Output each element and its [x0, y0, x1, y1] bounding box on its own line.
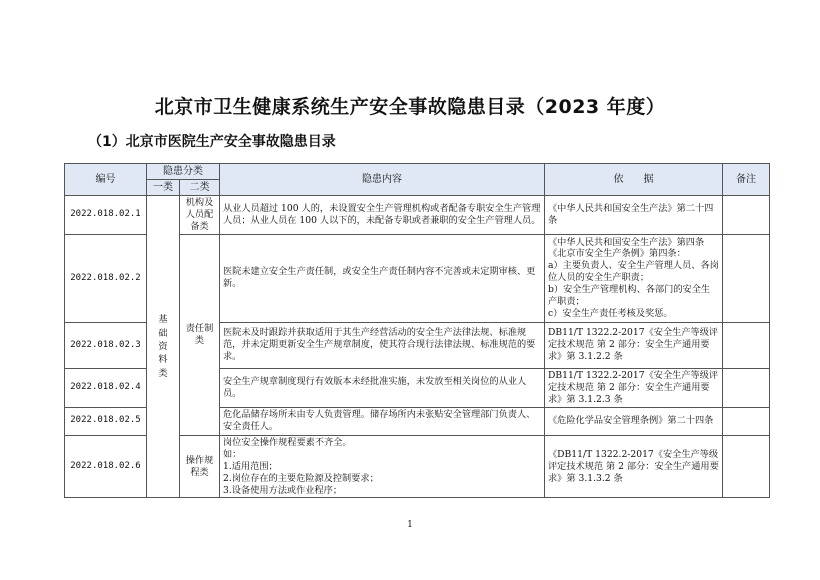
- table-row: [65, 196, 770, 235]
- level2-category: 操作规 程类: [180, 435, 220, 498]
- row-content: 从业人员超过 100 人的，未设置安全生产管理机构或者配备专职安全生产管理人员；从业人员在 100 人以下的，未配备专职或者兼职的安全生产管理人员。: [220, 196, 545, 235]
- section-subtitle: （1）北京市医院生产安全事故隐患目录: [88, 134, 336, 150]
- row-code: 2022.018.02.5: [65, 407, 147, 435]
- header-level1: 一类: [147, 180, 180, 196]
- hazard-table: [64, 163, 770, 498]
- level2-category: 责任制 类: [180, 234, 220, 435]
- row-remark: [723, 322, 770, 368]
- row-code: 2022.018.02.3: [65, 322, 147, 368]
- row-basis: DB11/T 1322.2-2017《安全生产等级评定技术规范 第 2 部分：安全生产通用要求》第 3.1.2.3 条: [545, 368, 723, 407]
- row-content: 医院未及时跟踪并获取适用于其生产经营活动的安全生产法律法规、标准规范，并未定期更新安全生产规章制度，使其符合现行法律法规、标准规范的要求。: [220, 322, 545, 368]
- row-code: 2022.018.02.2: [65, 234, 147, 322]
- row-basis: 《DB11/T 1322.2-2017《安全生产等级评定技术规范 第 2 部分：安全生产通用要求》第 3.1.3.2 条: [545, 435, 723, 498]
- row-remark: [723, 407, 770, 435]
- row-content: 危化品储存场所未由专人负责管理。储存场所内未张贴安全管理部门负责人、安全责任人。: [220, 407, 545, 435]
- level2-category: 机构及 人员配 备类: [180, 196, 220, 235]
- row-code: 2022.018.02.1: [65, 196, 147, 235]
- header-content: 隐患内容: [220, 164, 545, 196]
- header-level2: 二类: [180, 180, 220, 196]
- row-basis: 《中华人民共和国安全生产法》第四条 《北京市安全生产条例》第四条： a）主要负责人、安全生产管理人员、各岗位人员的安全生产职责； b）安全生产管理机构、各部门的安全生产职责； c）安全生产责任考核及奖惩。: [545, 234, 723, 322]
- header-basis: 依 据: [545, 164, 723, 196]
- row-remark: [723, 196, 770, 235]
- row-remark: [723, 234, 770, 322]
- row-content: 医院未建立安全生产责任制，或安全生产责任制内容不完善或未定期审核、更新。: [220, 234, 545, 322]
- header-remark: 备注: [723, 164, 770, 196]
- header-category: 隐患分类: [147, 164, 220, 180]
- page-number: 1: [407, 520, 413, 530]
- row-code: 2022.018.02.6: [65, 435, 147, 498]
- row-basis: 《危险化学品安全管理条例》第二十四条: [545, 407, 723, 435]
- level1-category: 基 础 资 料 类: [147, 196, 180, 498]
- row-remark: [723, 435, 770, 498]
- row-basis: DB11/T 1322.2-2017《安全生产等级评定技术规范 第 2 部分：安全生产通用要求》第 3.1.2.2 条: [545, 322, 723, 368]
- row-basis: 《中华人民共和国安全生产法》第二十四条: [545, 196, 723, 235]
- document-title: 北京市卫生健康系统生产安全事故隐患目录（2023 年度）: [154, 96, 666, 118]
- row-content: 安全生产规章制度现行有效版本未经批准实施，未发放至相关岗位的从业人员。: [220, 368, 545, 407]
- row-content: 岗位安全操作规程要素不齐全。 如： 1.适用范围； 2.岗位存在的主要危险源及控制要求； 3.设备使用方法或作业程序；: [220, 435, 545, 498]
- row-remark: [723, 368, 770, 407]
- header-code: 编号: [65, 164, 147, 196]
- row-code: 2022.018.02.4: [65, 368, 147, 407]
